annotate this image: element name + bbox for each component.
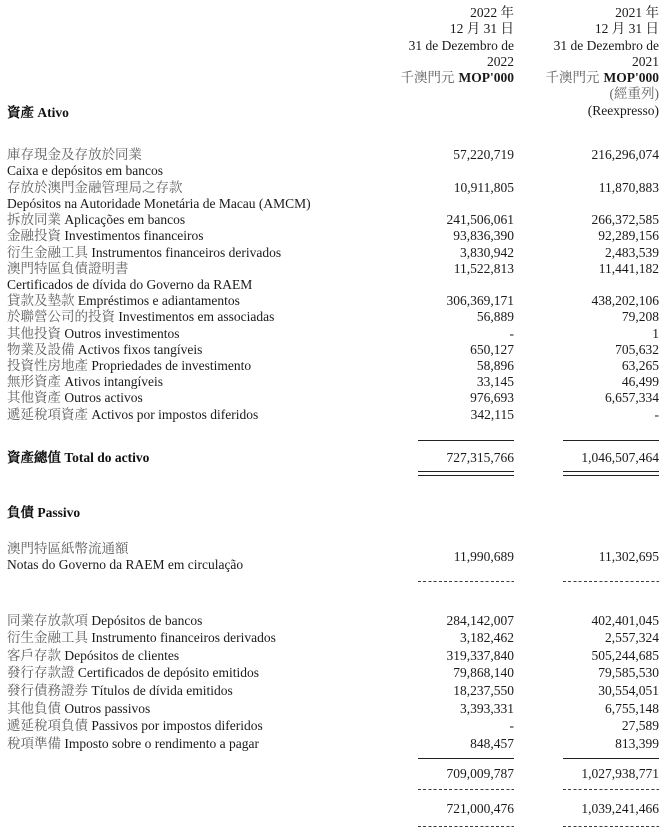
liabilities-title-pt: Passivo [37,504,81,520]
liabilities-section-title [7,505,659,521]
table-row [7,629,659,647]
rule-dashed [418,789,514,790]
unit-zh: 千澳門元 [400,70,455,86]
value-2021: 79,585,530 [598,665,659,681]
header-2021-year-pt: 2021 [632,53,659,69]
header-2021-unit [514,70,659,86]
row-label-zh: 庫存現金及存放於同業 [7,147,142,163]
value-2022: 241,506,061 [446,212,514,228]
assets-total-topline [7,440,659,441]
row-label [7,682,396,700]
total-assets-row [7,450,659,466]
header-2022-date: 12 月 31 日 [449,21,514,37]
row-label-pt: Depósitos de bancos [88,612,203,628]
value-2021: 402,401,045 [591,612,659,628]
value-2022: 3,830,942 [460,244,514,260]
total-assets-2021: 1,046,507,464 [581,449,659,465]
table-row [7,309,659,325]
rule-dashed [418,581,514,582]
row-label-zh: 金融投資 [7,228,61,244]
total-liabilities-2022: 721,000,476 [446,800,514,816]
value-2022: - [509,718,514,734]
liabilities-subtotal-row [7,766,659,782]
row-label [7,180,396,212]
row-label-pt: Depósitos de clientes [61,647,180,663]
value-2021: 11,870,883 [598,179,659,195]
table-row [7,293,659,309]
value-2021: 46,499 [621,374,659,390]
table-row [7,735,659,753]
unit-en: MOP'000 [458,70,514,86]
value-2021: 216,296,074 [591,147,659,163]
value-2022: 976,693 [470,390,514,406]
value-2022: 18,237,550 [453,682,514,698]
table-row [7,664,659,682]
header-2021-year: 2021 年 [615,5,659,20]
rule-dashed [563,826,659,827]
row-label-zh: 同業存放款項 [7,612,88,628]
value-2021: 505,244,685 [591,647,659,663]
value-2021: 266,372,585 [591,212,659,228]
rule-double [563,471,659,476]
value-2021: 63,265 [621,357,659,373]
row-label-pt: Outros activos [61,390,143,406]
subtotal-2021: 1,027,938,771 [581,766,659,782]
row-label-pt: Certificados de depósito emitidos [74,665,259,681]
value-2022: 58,896 [476,357,514,373]
table-row [7,682,659,700]
value-2022: 10,911,805 [453,179,514,195]
value-2022: 319,337,840 [446,647,514,663]
table-row [7,228,659,244]
header-2021-date: 12 月 31 日 [594,21,659,37]
row-label [7,228,396,244]
value-2022: 342,115 [470,406,514,422]
value-2022: 306,369,171 [446,293,514,309]
row-label-pt: Passivos por impostos diferidos [88,718,263,734]
table-row [7,612,659,630]
value-2022: 284,142,007 [446,612,514,628]
value-2021: 813,399 [615,735,659,751]
value-2022: 848,457 [470,735,514,751]
row-label-zh: 其他資產 [7,390,61,406]
row-label-pt: Ativos intangíveis [61,374,163,390]
row-label-pt: Activos fixos tangíveis [74,341,203,357]
rule-solid [418,758,514,759]
row-label [7,735,396,753]
row-label-zh: 發行債務證券 [7,682,88,698]
value-2021: 705,632 [615,341,659,357]
value-2021: 92,289,156 [598,228,659,244]
total-assets-pt: Total do activo [64,449,150,465]
table-row [7,717,659,735]
value-2022: 11,990,689 [453,549,514,565]
row-label [7,245,396,261]
assets-title-pt: Ativo [37,105,69,121]
total-liabilities-2021: 1,039,241,466 [581,800,659,816]
row-label [7,309,396,325]
value-2021: 6,755,148 [605,700,659,716]
value-2021: - [654,406,659,422]
table-row [7,261,659,293]
table-row [7,407,659,423]
header-2022-column [396,5,514,86]
value-2021: 1 [652,325,659,341]
row-label-pt: Outros investimentos [61,325,180,341]
row-label [7,358,396,374]
value-2021: 2,483,539 [605,244,659,260]
row-label-zh: 物業及設備 [7,341,75,357]
row-label [7,147,396,179]
row-label [7,647,396,665]
liabilities-title-zh: 負債 [7,504,34,520]
assets-total-underline [7,471,659,476]
row-label-zh: 於聯營公司的投資 [7,309,115,325]
unit-zh: 千澳門元 [545,70,600,86]
restated-label-zh: (經重列) [609,86,659,102]
row-label-pt: Instrumento financeiros derivados [88,630,276,646]
row-label [7,664,396,682]
value-2022: 650,127 [470,341,514,357]
restated-label-pt: (Reexpresso) [587,102,659,118]
value-2021: 2,557,324 [605,630,659,646]
row-label-pt: Investimentos em associadas [115,309,275,325]
row-label-zh: 澳門特區負債證明書 [7,260,129,276]
value-2021: 6,657,334 [605,390,659,406]
value-2021: 79,208 [621,309,659,325]
value-2022: 56,889 [476,309,514,325]
assets-table [7,147,659,422]
row-label-pt: Investimentos financeiros [61,228,204,244]
rule-solid [418,440,514,441]
liabilities-dashed-rule-2 [7,789,659,790]
rule-dashed [563,581,659,582]
column-headers [7,5,659,119]
row-label [7,612,396,630]
rule-double [418,471,514,476]
value-2022: 3,393,331 [460,700,514,716]
row-label [7,541,396,573]
row-label-pt: Empréstimos e adiantamentos [74,293,240,309]
value-2021: 30,554,051 [598,682,659,698]
row-label [7,342,396,358]
row-label-zh: 其他負債 [7,700,61,716]
row-label-zh: 貸款及墊款 [7,293,75,309]
row-label-zh: 稅項準備 [7,735,61,751]
value-2022: 79,868,140 [453,665,514,681]
row-label-zh: 無形資產 [7,374,61,390]
total-assets-label [7,450,396,466]
row-label [7,407,396,423]
unit-en: MOP'000 [603,70,659,86]
total-assets-zh: 資產總值 [7,449,61,465]
row-label-pt: Notas do Governo da RAEM em circulação [7,557,244,573]
row-label-zh: 客戶存款 [7,647,61,663]
value-2022: 11,522,813 [453,260,514,276]
row-label-pt: Instrumentos financeiros derivados [88,244,282,260]
header-2022-unit [396,70,514,86]
liabilities-total-row [7,801,659,817]
rule-dashed [418,826,514,827]
header-2022-year: 2022 年 [470,5,514,20]
row-label [7,700,396,718]
row-label [7,293,396,309]
row-label [7,374,396,390]
row-label-zh: 投資性房地產 [7,357,88,373]
liabilities-table [7,612,659,753]
value-2022: 93,836,390 [453,228,514,244]
table-row [7,212,659,228]
value-2022: 57,220,719 [453,147,514,163]
liabilities-dashed-rule-1 [7,581,659,582]
row-label-pt: Títulos de dívida emitidos [88,682,233,698]
table-row [7,245,659,261]
row-label [7,390,396,406]
total-assets-2022: 727,315,766 [446,449,514,465]
table-row [7,326,659,342]
row-label-pt: Depósitos na Autoridade Monetária de Macau (AMCM) [7,195,311,211]
row-label-zh: 遞延稅項資產 [7,406,88,422]
table-row [7,700,659,718]
liabilities-dashed-rule-3 [7,826,659,827]
value-2022: 33,145 [476,374,514,390]
row-label-zh: 遞延稅項負債 [7,718,88,734]
rule-solid [563,440,659,441]
row-label-pt: Propriedades de investimento [88,357,252,373]
value-2021: 27,589 [621,718,659,734]
header-2022-date-pt: 31 de Dezembro de [408,37,514,53]
banknotes-circulation-row [7,541,659,573]
row-label [7,261,396,293]
row-label-zh: 衍生金融工具 [7,630,88,646]
header-2021-column [514,5,659,119]
table-row [7,180,659,212]
row-label [7,326,396,342]
rule-solid [563,758,659,759]
value-2021: 438,202,106 [591,293,659,309]
rule-dashed [563,789,659,790]
row-label [7,212,396,228]
row-label-zh: 衍生金融工具 [7,244,88,260]
value-2022: 3,182,462 [460,630,514,646]
row-label-pt: Aplicações em bancos [61,212,186,228]
row-label-pt: Outros passivos [61,700,151,716]
row-label-pt: Imposto sobre o rendimento a pagar [61,735,259,751]
liabilities-subtotal-topline [7,758,659,759]
value-2021: 11,302,695 [598,549,659,565]
row-label-zh: 存放於澳門金融管理局之存款 [7,179,183,195]
table-row [7,342,659,358]
table-row [7,358,659,374]
row-label-zh: 拆放同業 [7,212,61,228]
value-2021: 11,441,182 [598,260,659,276]
subtotal-2022: 709,009,787 [446,766,514,782]
row-label [7,717,396,735]
row-label-pt: Certificados de dívida do Governo da RAEM [7,276,253,292]
assets-title-zh: 資產 [7,105,34,121]
table-row [7,147,659,179]
row-label-pt: Caixa e depósitos em bancos [7,163,163,179]
row-label-zh: 發行存款證 [7,665,75,681]
table-row [7,390,659,406]
row-label-zh: 澳門特區紙幣流通額 [7,541,129,557]
header-2022-year-pt: 2022 [487,53,514,69]
header-2021-date-pt: 31 de Dezembro de [553,37,659,53]
table-row [7,374,659,390]
row-label-zh: 其他投資 [7,325,61,341]
row-label-pt: Activos por impostos diferidos [88,406,259,422]
table-row [7,647,659,665]
row-label [7,629,396,647]
value-2022: - [509,325,514,341]
